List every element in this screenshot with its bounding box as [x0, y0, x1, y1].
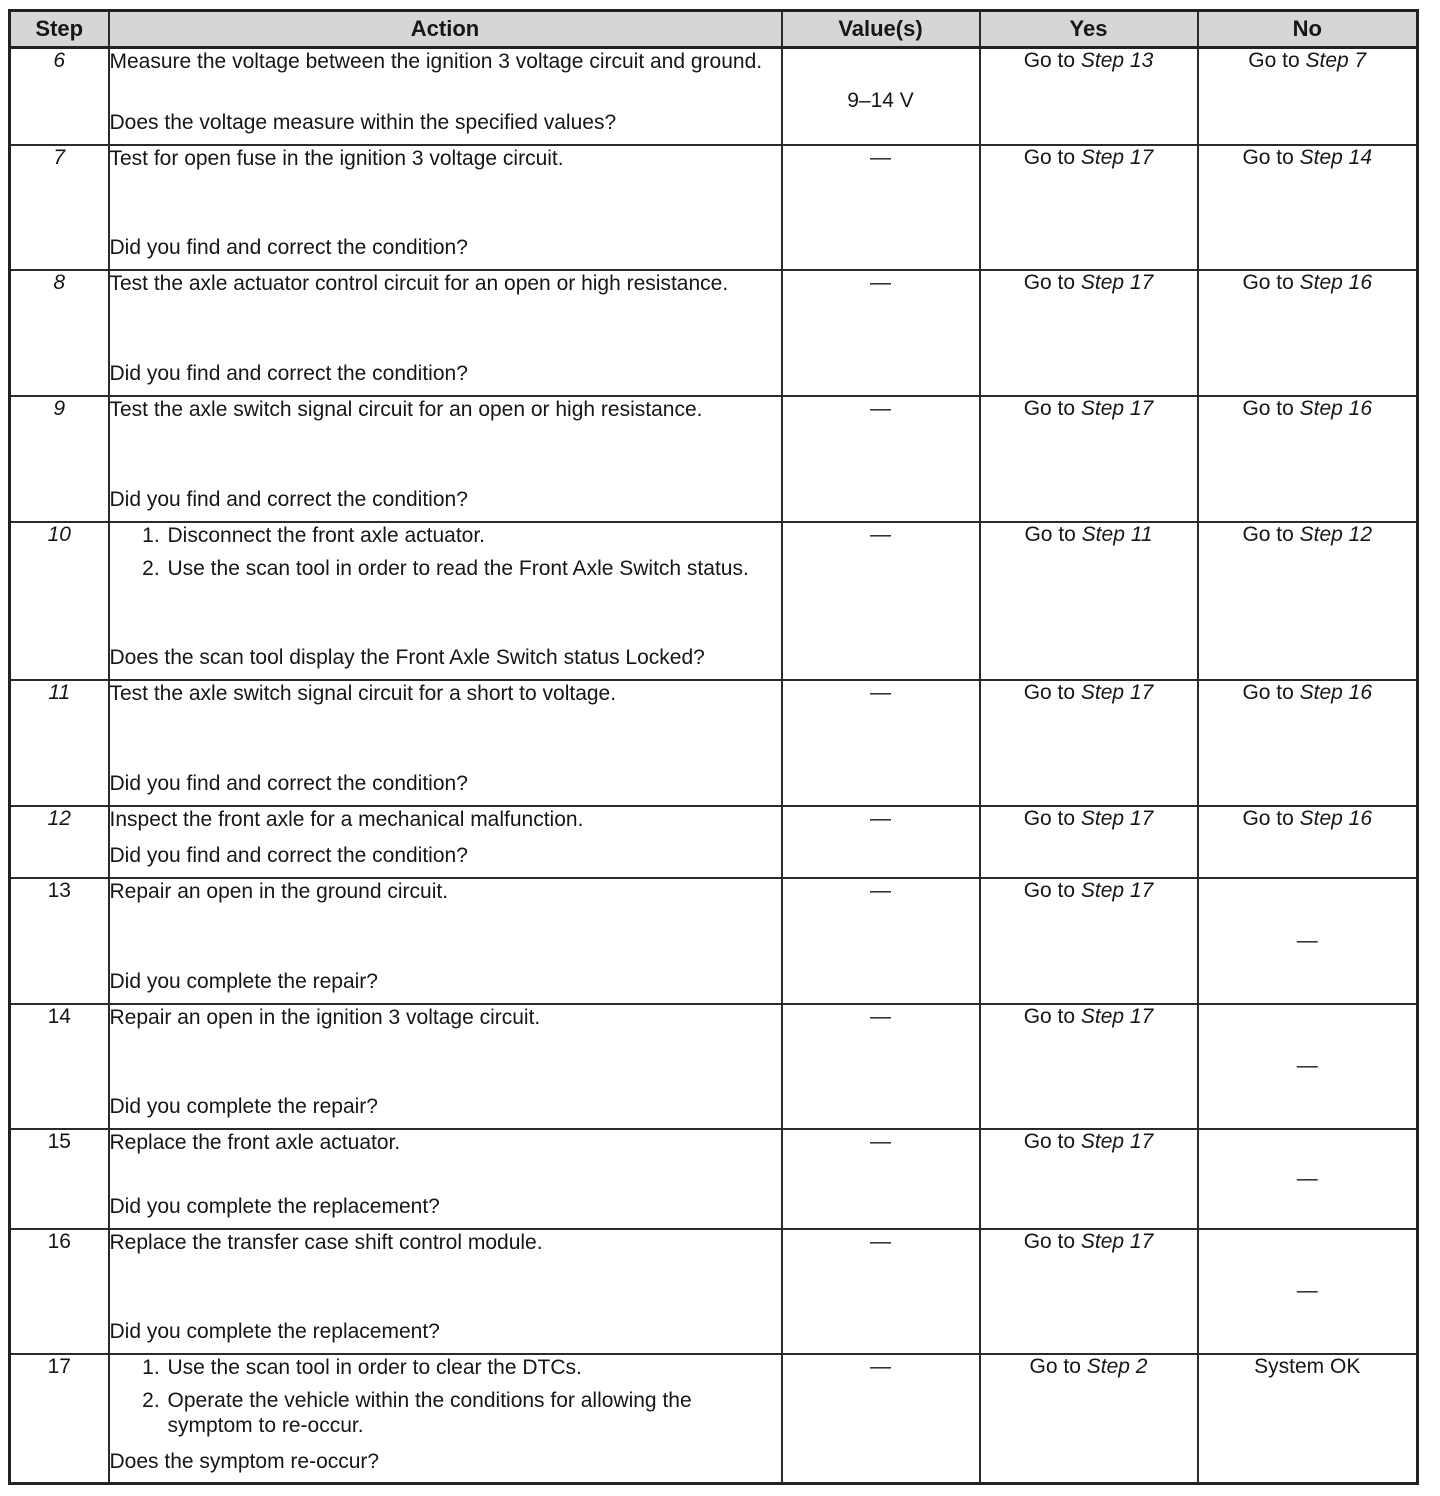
yes-prefix: Go to [1024, 522, 1082, 546]
yes-prefix: Go to [1023, 396, 1081, 420]
yes-step-link: Step 17 [1080, 270, 1154, 294]
table-body [10, 48, 1418, 1484]
no-step-link: Step 7 [1305, 49, 1367, 72]
value-cell: — [782, 878, 980, 1004]
action-instruction: Test for open fuse in the ignition 3 voltage circuit. [109, 146, 564, 170]
no-cell [1198, 806, 1418, 878]
yes-cell [980, 145, 1198, 270]
action-instructions [110, 397, 781, 428]
value-cell: — [782, 1004, 980, 1129]
no-cell: — [1198, 878, 1418, 1004]
yes-step-link: Step 17 [1080, 1229, 1154, 1253]
action-cell [109, 270, 782, 396]
step-number: 6 [10, 48, 109, 145]
yes-cell [980, 48, 1198, 145]
header-yes: Yes [980, 11, 1198, 48]
no-step-link: Step 12 [1299, 522, 1373, 546]
yes-prefix: Go to [1023, 1229, 1081, 1253]
no-prefix: Go to [1242, 522, 1300, 546]
action-step-item: 1. Disconnect the front axle actuator. [166, 523, 781, 548]
step-number: 7 [10, 145, 109, 270]
table-row [10, 270, 1418, 396]
no-prefix: Go to [1242, 145, 1300, 169]
action-cell [109, 806, 782, 878]
value-cell: — [782, 1354, 980, 1484]
yes-step-link: Step 13 [1080, 49, 1154, 72]
no-prefix: Go to [1248, 49, 1306, 72]
action-cell [109, 396, 782, 522]
table-row [10, 680, 1418, 806]
step-number: 14 [10, 1004, 109, 1129]
yes-prefix: Go to [1029, 1354, 1087, 1378]
action-question: Did you find and correct the condition? [109, 843, 468, 867]
yes-prefix: Go to [1023, 49, 1081, 72]
no-step-link: Step 16 [1299, 680, 1373, 704]
action-instruction: Measure the voltage between the ignition 3 voltage circuit and ground. [109, 50, 763, 73]
yes-cell [980, 1229, 1198, 1354]
step-number: 8 [10, 270, 109, 396]
yes-cell [980, 396, 1198, 522]
action-content [110, 1355, 781, 1474]
yes-cell [980, 680, 1198, 806]
action-instructions [110, 271, 781, 302]
yes-cell [980, 522, 1198, 680]
step-number: 13 [10, 878, 109, 1004]
no-cell [1198, 270, 1418, 396]
header-no: No [1198, 11, 1418, 48]
yes-cell [980, 1354, 1198, 1484]
action-question: Did you find and correct the condition? [109, 771, 468, 795]
yes-prefix: Go to [1023, 270, 1081, 294]
action-content [110, 271, 781, 386]
yes-prefix: Go to [1023, 806, 1081, 830]
no-cell: — [1198, 1229, 1418, 1354]
action-cell [109, 1129, 782, 1229]
action-question: Did you complete the replacement? [109, 1194, 440, 1218]
no-prefix: Go to [1242, 806, 1300, 830]
yes-prefix: Go to [1023, 680, 1081, 704]
action-instructions [110, 807, 781, 838]
no-step-link: Step 16 [1299, 806, 1373, 830]
yes-step-link: Step 17 [1080, 1129, 1154, 1153]
action-question: Did you complete the replacement? [109, 1319, 440, 1343]
action-cell [109, 48, 782, 145]
table-row [10, 1229, 1418, 1354]
action-instruction: Repair an open in the ignition 3 voltage circuit. [109, 1005, 541, 1029]
action-step-list [110, 523, 781, 581]
yes-cell [980, 1129, 1198, 1229]
table-row [10, 1354, 1418, 1484]
no-step-link: Step 16 [1299, 396, 1373, 420]
action-instruction: Replace the front axle actuator. [109, 1130, 401, 1154]
no-cell [1198, 680, 1418, 806]
header-action: Action [109, 11, 782, 48]
table-row [10, 396, 1418, 522]
yes-prefix: Go to [1023, 145, 1081, 169]
value-cell: — [782, 806, 980, 878]
step-number: 9 [10, 396, 109, 522]
yes-step-link: Step 17 [1080, 806, 1154, 830]
table-row [10, 145, 1418, 270]
value-cell: — [782, 680, 980, 806]
value-cell: — [782, 522, 980, 680]
table-row [10, 48, 1418, 145]
action-content [110, 49, 781, 135]
step-number: 11 [10, 680, 109, 806]
diagnostic-table [8, 9, 1419, 1485]
action-instructions [110, 1230, 781, 1261]
yes-cell [980, 270, 1198, 396]
action-content [110, 523, 781, 670]
step-number: 10 [10, 522, 109, 680]
action-content [110, 681, 781, 796]
action-content [110, 879, 781, 994]
yes-step-link: Step 17 [1080, 145, 1154, 169]
yes-step-link: Step 2 [1086, 1354, 1148, 1378]
action-step-item: 1. Use the scan tool in order to clear the DTCs. [166, 1355, 781, 1380]
action-question: Does the symptom re-occur? [109, 1449, 380, 1473]
yes-prefix: Go to [1023, 1129, 1081, 1153]
no-cell [1198, 48, 1418, 145]
table-row [10, 522, 1418, 680]
yes-prefix: Go to [1023, 1004, 1081, 1028]
value-cell: — [782, 145, 980, 270]
yes-cell [980, 878, 1198, 1004]
table-row [10, 1129, 1418, 1229]
action-instructions [110, 49, 781, 80]
action-instruction: Repair an open in the ground circuit. [109, 879, 449, 903]
action-cell [109, 1004, 782, 1129]
action-instructions [110, 1355, 781, 1444]
header-step: Step [10, 11, 109, 48]
action-instruction: Test the axle switch signal circuit for a short to voltage. [109, 681, 617, 705]
action-instruction: Replace the transfer case shift control module. [109, 1230, 543, 1254]
action-instruction: Test the axle actuator control circuit for an open or high resistance. [109, 271, 729, 295]
yes-step-link: Step 17 [1080, 396, 1154, 420]
yes-step-link: Step 17 [1080, 1004, 1154, 1028]
no-prefix: Go to [1242, 270, 1300, 294]
action-step-item: 2. Use the scan tool in order to read the Front Axle Switch status. [166, 556, 781, 581]
no-cell [1198, 145, 1418, 270]
yes-step-link: Step 11 [1081, 522, 1153, 546]
yes-step-link: Step 17 [1080, 680, 1154, 704]
action-question: Did you complete the repair? [109, 969, 378, 993]
action-content [110, 397, 781, 512]
action-content [110, 1005, 781, 1119]
value-cell: — [782, 1129, 980, 1229]
action-question: Did you find and correct the condition? [109, 235, 468, 259]
header-values: Value(s) [782, 11, 980, 48]
header-row [10, 11, 1418, 48]
table-row [10, 806, 1418, 878]
yes-cell [980, 1004, 1198, 1129]
no-cell: — [1198, 1129, 1418, 1229]
no-step-link: Step 16 [1299, 270, 1373, 294]
value-cell: — [782, 270, 980, 396]
action-instruction: Test the axle switch signal circuit for an open or high resistance. [109, 397, 703, 421]
no-cell [1198, 396, 1418, 522]
table-row [10, 1004, 1418, 1129]
table-row [10, 878, 1418, 1004]
action-cell [109, 680, 782, 806]
no-cell: System OK [1198, 1354, 1418, 1484]
action-cell [109, 1354, 782, 1484]
action-instructions [110, 879, 781, 910]
action-question: Did you find and correct the condition? [109, 361, 468, 385]
action-content [110, 1230, 781, 1344]
value-cell: 9–14 V [782, 48, 980, 145]
value-cell: — [782, 1229, 980, 1354]
no-step-link: Step 14 [1299, 145, 1373, 169]
action-instructions [110, 1130, 781, 1161]
step-number: 12 [10, 806, 109, 878]
action-step-list [110, 1355, 781, 1438]
action-cell [109, 1229, 782, 1354]
action-cell [109, 878, 782, 1004]
action-instructions [110, 523, 781, 587]
action-question: Did you complete the repair? [109, 1094, 378, 1118]
step-number: 16 [10, 1229, 109, 1354]
action-content [110, 1130, 781, 1219]
step-number: 15 [10, 1129, 109, 1229]
action-question: Did you find and correct the condition? [109, 487, 468, 511]
action-instructions [110, 681, 781, 712]
yes-prefix: Go to [1023, 878, 1081, 902]
action-step-item: 2. Operate the vehicle within the conditions for allowing the symptom to re-occur. [166, 1388, 781, 1438]
action-question: Does the scan tool display the Front Axle Switch status Locked? [109, 645, 705, 669]
yes-cell [980, 806, 1198, 878]
action-cell [109, 522, 782, 680]
no-prefix: Go to [1242, 680, 1300, 704]
action-instructions [110, 146, 781, 177]
action-cell [109, 145, 782, 270]
action-instruction: Inspect the front axle for a mechanical malfunction. [109, 807, 584, 831]
no-cell [1198, 522, 1418, 680]
action-content [110, 146, 781, 260]
action-content [110, 807, 781, 868]
no-prefix: Go to [1242, 396, 1300, 420]
action-question: Does the voltage measure within the specified values? [109, 111, 617, 134]
yes-step-link: Step 17 [1080, 878, 1154, 902]
step-number: 17 [10, 1354, 109, 1484]
action-instructions [110, 1005, 781, 1036]
no-cell: — [1198, 1004, 1418, 1129]
value-cell: — [782, 396, 980, 522]
